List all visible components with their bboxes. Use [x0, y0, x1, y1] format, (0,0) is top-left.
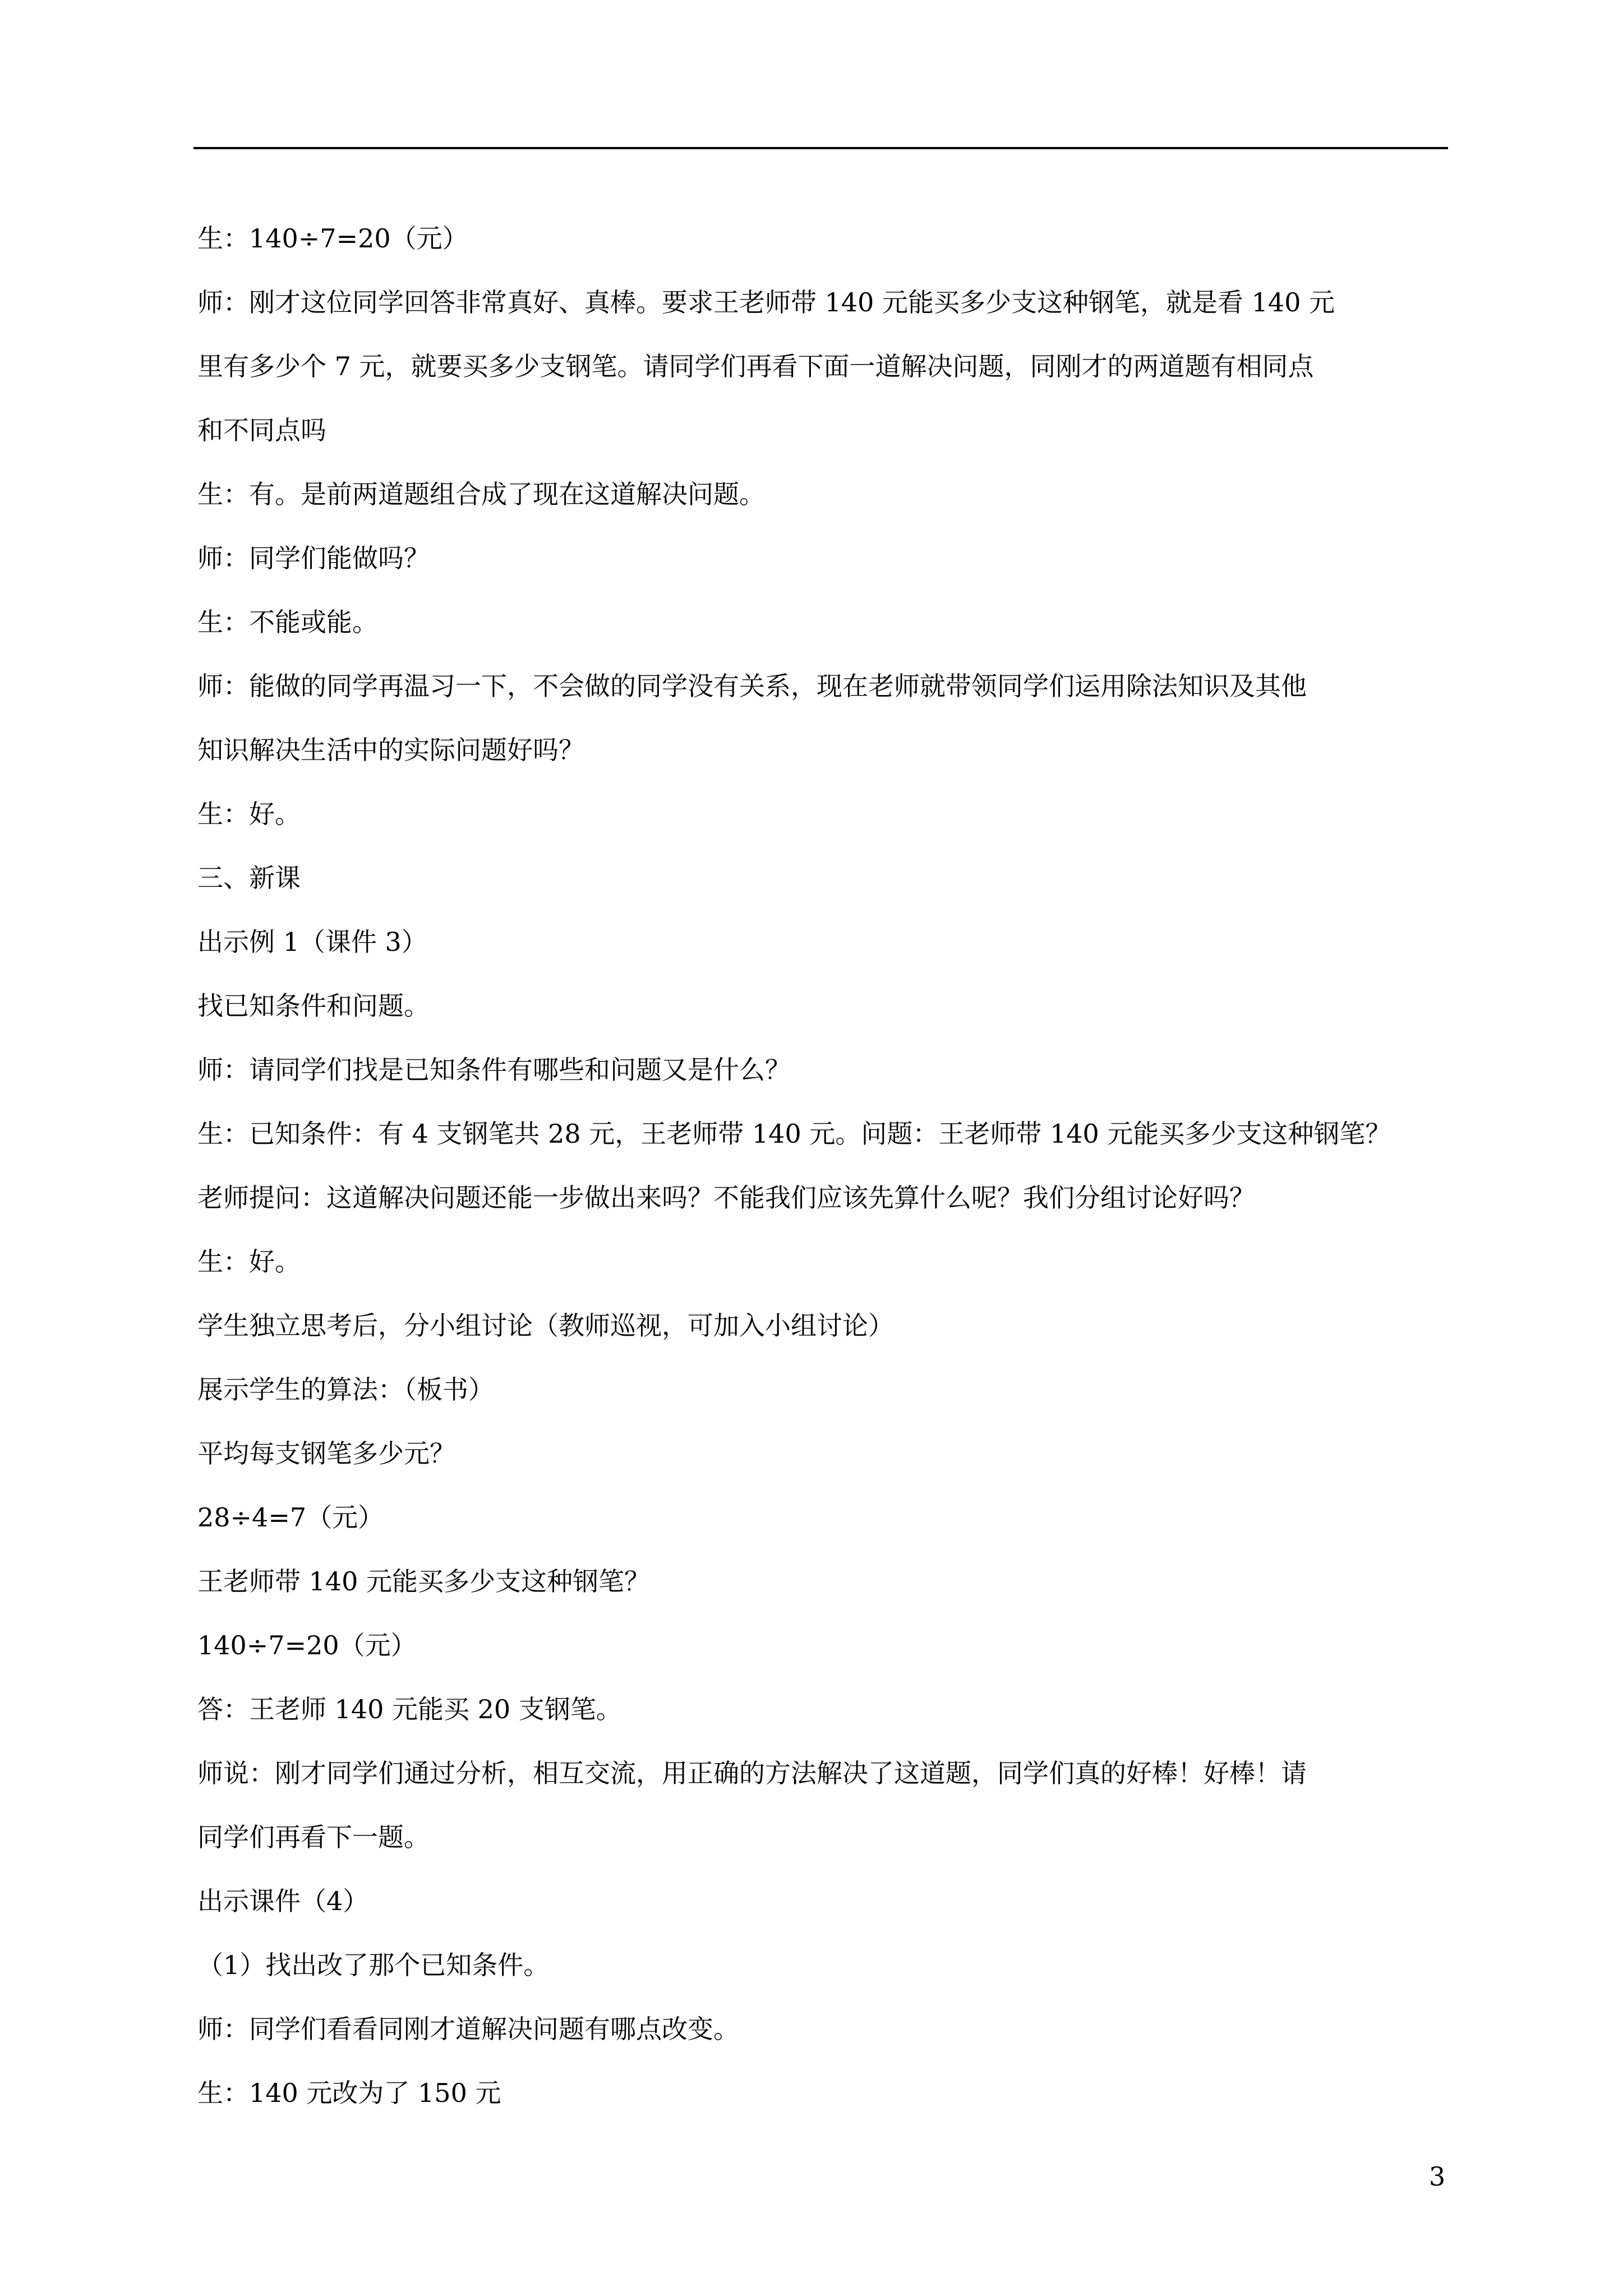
text-line: 生：好。	[197, 799, 301, 829]
text-line: 王老师带 140 元能买多少支这种钢笔？	[197, 1566, 651, 1596]
equation-line: 140÷7=20（元）	[197, 1630, 417, 1660]
text-line: 师：同学们看看同刚才道解决问题有哪点改变。	[197, 2014, 739, 2044]
text-line: 老师提问：这道解决问题还能一步做出来吗？不能我们应该先算什么呢？我们分组讨论好吗？	[197, 1182, 1255, 1213]
header-rule	[193, 147, 1448, 149]
equation-line: 28÷4=7（元）	[197, 1502, 384, 1533]
text-line: 生：好。	[197, 1246, 301, 1277]
text-line: 生：140÷7=20（元）	[197, 223, 468, 254]
text-line: 出示课件（4）	[197, 1886, 369, 1916]
text-line: 师：同学们能做吗？	[197, 543, 430, 573]
section-heading: 三、新课	[197, 863, 301, 893]
text-line: 答：王老师 140 元能买 20 支钢笔。	[197, 1694, 622, 1724]
text-line: （1）找出改了那个已知条件。	[197, 1950, 550, 1980]
text-line: 平均每支钢笔多少元？	[197, 1438, 455, 1469]
text-line: 生：有。是前两道题组合成了现在这道解决问题。	[197, 479, 765, 509]
text-line: 生：已知条件：有 4 支钢笔共 28 元，王老师带 140 元。问题：王老师带 140 元能买多少支这种钢笔？	[197, 1119, 1391, 1149]
text-line: 里有多少个 7 元，就要买多少支钢笔。请同学们再看下面一道解决问题，同刚才的两道题有相同点	[197, 351, 1314, 381]
text-line: 师：请同学们找是已知条件有哪些和问题又是什么？	[197, 1055, 791, 1085]
text-line: 生：140 元改为了 150 元	[197, 2078, 501, 2108]
text-line: 出示例 1（课件 3）	[197, 927, 427, 957]
text-line: 师说：刚才同学们通过分析，相互交流，用正确的方法解决了这道题，同学们真的好棒！好棒！请	[197, 1758, 1307, 1788]
text-line: 同学们再看下一题。	[197, 1822, 430, 1852]
text-line: 和不同点吗	[197, 415, 326, 445]
text-line: 找已知条件和问题。	[197, 991, 430, 1021]
page-number: 3	[1429, 2161, 1446, 2192]
text-line: 知识解决生活中的实际问题好吗？	[197, 735, 584, 765]
text-line: 展示学生的算法：（板书）	[197, 1374, 494, 1405]
document-body	[197, 206, 1448, 2125]
text-line: 师：能做的同学再温习一下，不会做的同学没有关系，现在老师就带领同学们运用除法知识及其他	[197, 671, 1307, 701]
text-line: 学生独立思考后，分小组讨论（教师巡视，可加入小组讨论）	[197, 1310, 894, 1341]
text-line: 生：不能或能。	[197, 607, 378, 637]
text-line: 师：刚才这位同学回答非常真好、真棒。要求王老师带 140 元能买多少支这种钢笔，就是看 140 元	[197, 287, 1335, 318]
